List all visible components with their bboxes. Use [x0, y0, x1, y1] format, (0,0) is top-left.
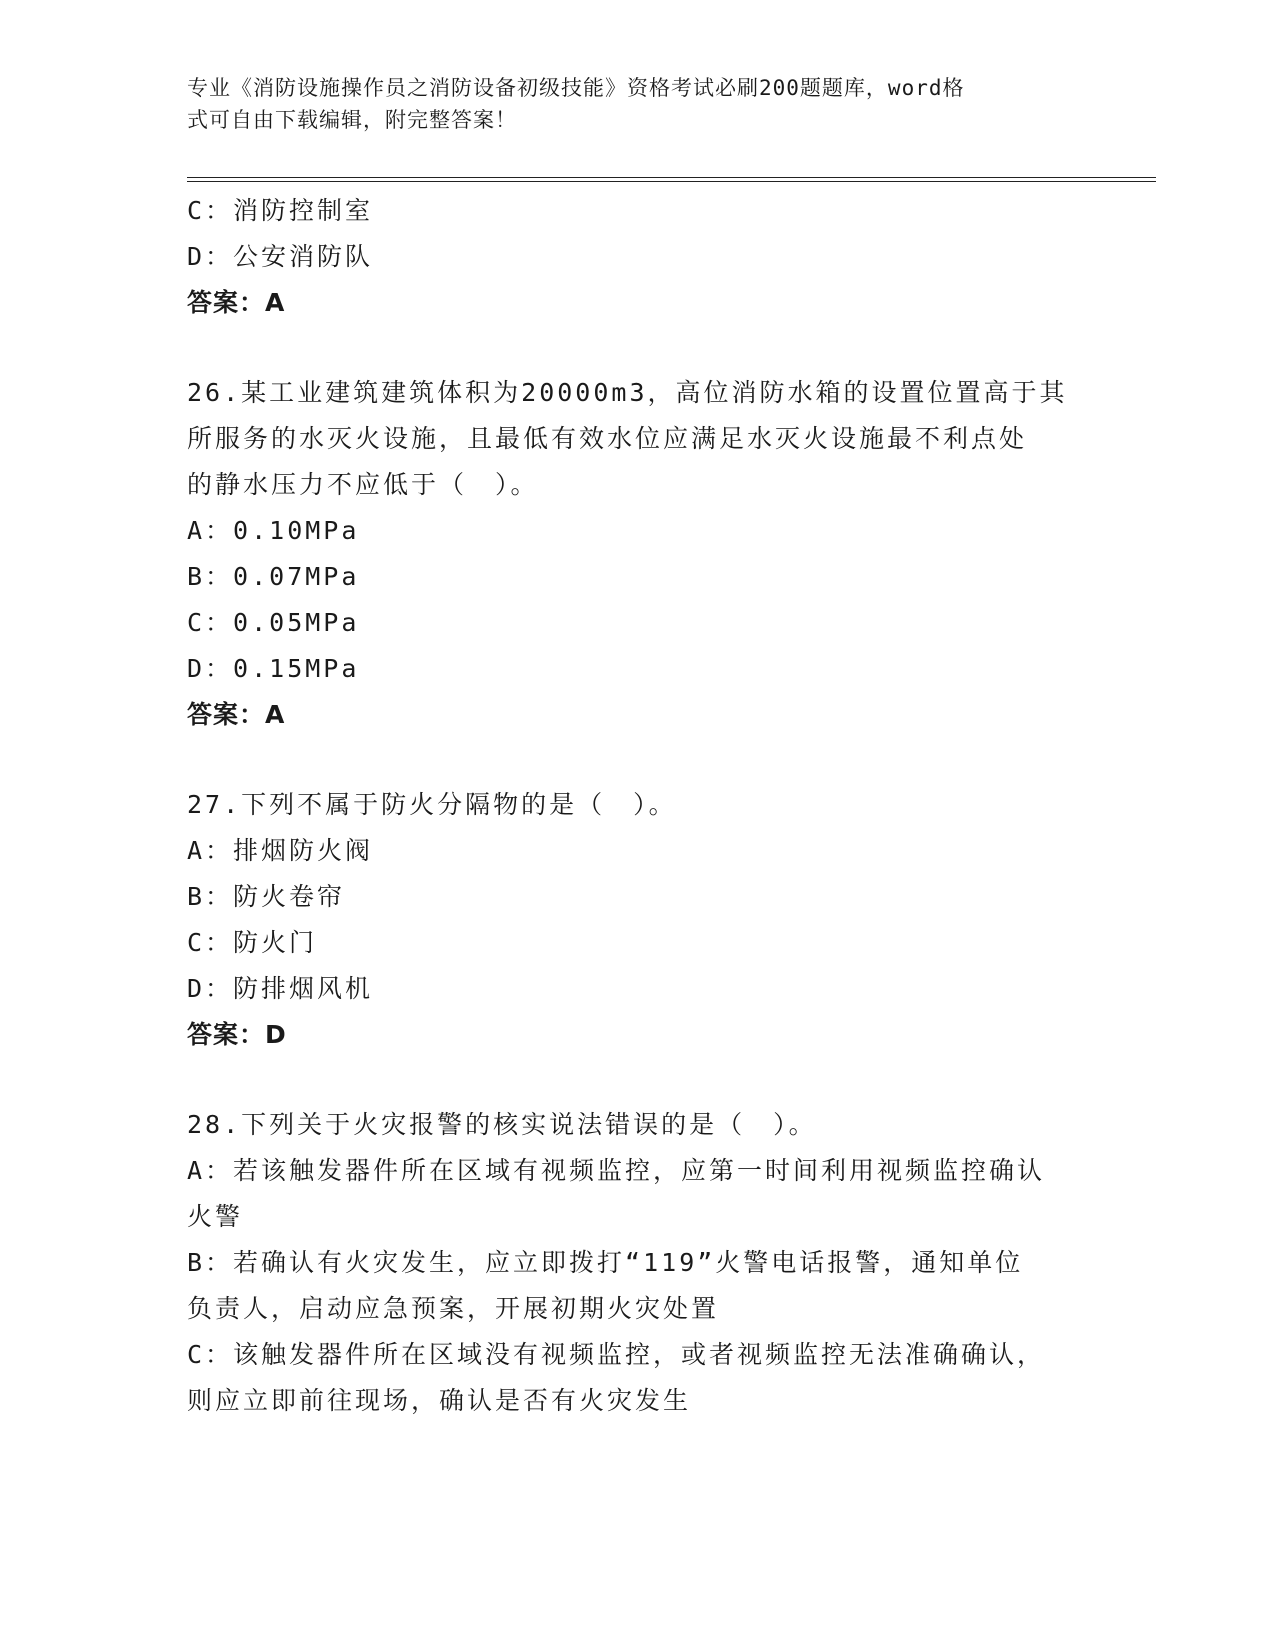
option-b: B：防火卷帘 — [187, 882, 346, 911]
answer-line: 答案：A — [187, 288, 286, 317]
option-b-line: B：若确认有火灾发生，应立即拨打“119”火警电话报警，通知单位 — [187, 1248, 1024, 1277]
option-d: D：防排烟风机 — [187, 974, 374, 1003]
option-a — [187, 1148, 1087, 1240]
answer-line: 答案：A — [187, 700, 286, 729]
option-a-line: 火警 — [187, 1202, 244, 1231]
spacer — [187, 738, 1087, 782]
question-27 — [187, 782, 1087, 1058]
header-line-2: 式可自由下载编辑，附完整答案！ — [187, 108, 517, 132]
option-c: C：0.05MPa — [187, 608, 360, 637]
option-c: C：防火门 — [187, 928, 318, 957]
spacer — [187, 1058, 1087, 1102]
document-header — [187, 72, 1067, 136]
question-26 — [187, 370, 1087, 738]
header-line-1: 专业《消防设施操作员之消防设备初级技能》资格考试必刷200题题库，word格 — [187, 76, 965, 100]
option-b — [187, 1240, 1087, 1332]
option-c: C：消防控制室 — [187, 196, 374, 225]
option-b: B：0.07MPa — [187, 562, 360, 591]
header-divider — [187, 177, 1156, 182]
option-a: A：0.10MPa — [187, 516, 360, 545]
option-d: D：公安消防队 — [187, 242, 374, 271]
option-d: D：0.15MPa — [187, 654, 360, 683]
question-text-line: 所服务的水灭火设施，且最低有效水位应满足水灭火设施最不利点处 — [187, 424, 1028, 453]
question-text-line: 27.下列不属于防火分隔物的是（ ）。 — [187, 790, 677, 819]
prev-question-tail — [187, 188, 1087, 326]
option-c — [187, 1332, 1087, 1424]
option-a-line: A：若该触发器件所在区域有视频监控，应第一时间利用视频监控确认 — [187, 1156, 1046, 1185]
question-content — [187, 188, 1087, 1424]
question-text-line: 的静水压力不应低于（ ）。 — [187, 470, 539, 499]
option-c-line: C：该触发器件所在区域没有视频监控，或者视频监控无法准确确认， — [187, 1340, 1046, 1369]
option-a: A：排烟防火阀 — [187, 836, 374, 865]
question-text-line: 26.某工业建筑建筑体积为20000m3，高位消防水箱的设置位置高于其 — [187, 378, 1068, 407]
answer-line: 答案：D — [187, 1020, 287, 1049]
spacer — [187, 326, 1087, 370]
option-c-line: 则应立即前往现场，确认是否有火灾发生 — [187, 1386, 692, 1415]
question-28 — [187, 1102, 1087, 1424]
question-text-line: 28.下列关于火灾报警的核实说法错误的是（ ）。 — [187, 1110, 817, 1139]
option-b-line: 负责人，启动应急预案，开展初期火灾处置 — [187, 1294, 720, 1323]
